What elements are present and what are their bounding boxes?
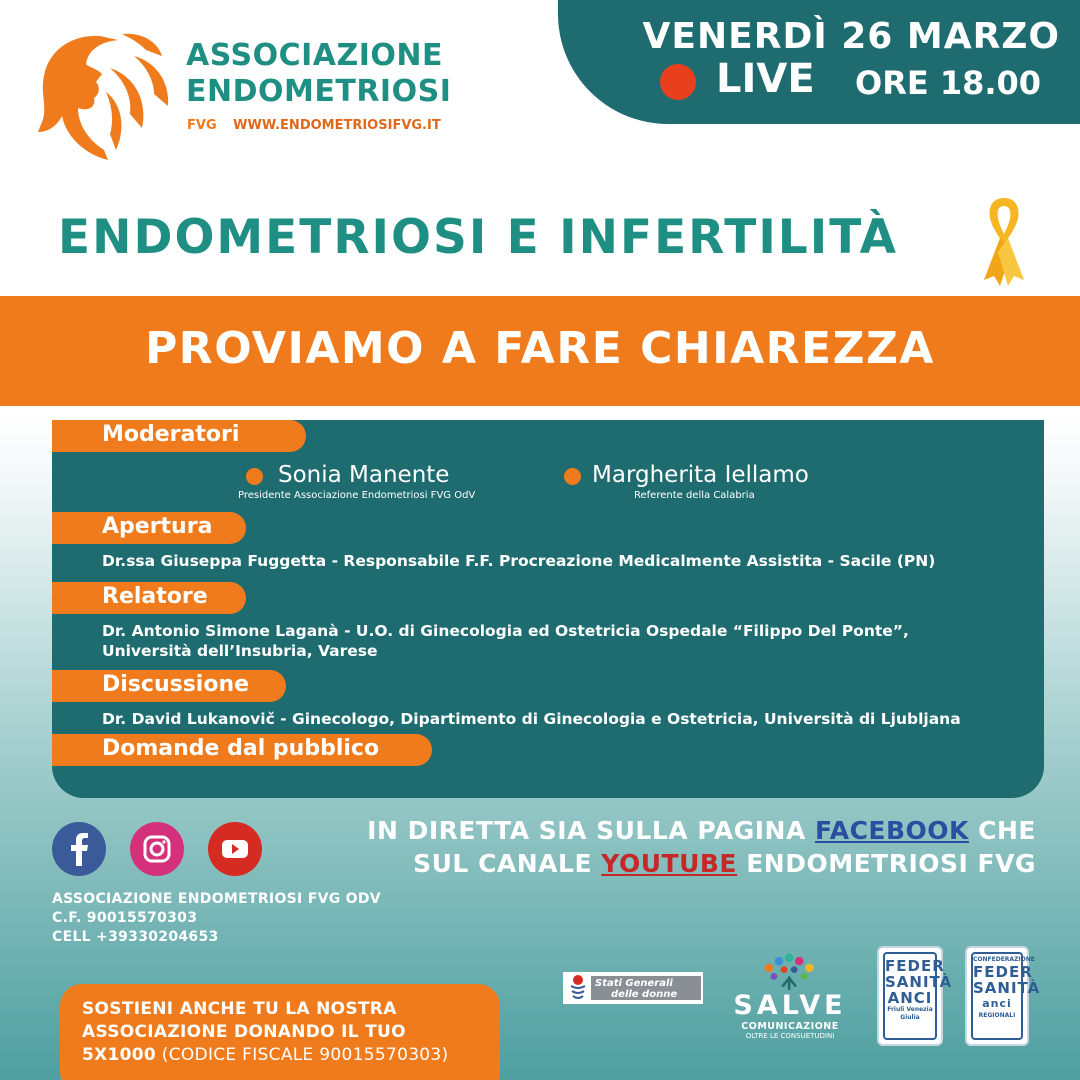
contact-info <box>52 890 381 947</box>
donation-box <box>60 984 500 1080</box>
facebook-link[interactable]: FACEBOOK <box>815 816 969 845</box>
youtube-icon[interactable] <box>208 822 262 876</box>
subtitle-band <box>0 296 1080 406</box>
org-name <box>186 38 451 110</box>
sgd-line2: delle donne <box>611 989 678 1000</box>
contact-cf: C.F. 90015570303 <box>52 910 198 926</box>
section-tab-apertura <box>52 512 246 544</box>
instagram-icon[interactable] <box>130 822 184 876</box>
live-channels-text <box>316 814 1036 880</box>
discussione-speaker: Dr. David Lukanovič - Ginecologo, Dipartimento di Ginecologia e Ostetricia, Università di Ljubljana <box>102 710 961 728</box>
fed2-word: FEDER <box>973 963 1033 981</box>
section-label: Domande dal pubblico <box>102 736 380 761</box>
moderator-role: Presidente Associazione Endometriosi FVG OdV <box>238 490 476 501</box>
donate-line2: ASSOCIAZIONE DONANDO IL TUO <box>82 1022 406 1042</box>
event-time: ORE 18.00 <box>855 64 1042 102</box>
bullet-icon <box>246 468 263 485</box>
donate-line1: SOSTIENI ANCHE TU LA NOSTRA <box>82 999 397 1019</box>
relatore-affiliation: Università dell’Insubria, Varese <box>102 642 378 660</box>
org-subline <box>187 118 441 133</box>
federsanita-anci-logo <box>965 946 1041 1046</box>
youtube-link[interactable]: YOUTUBE <box>601 849 738 878</box>
section-label: Discussione <box>102 672 250 697</box>
salve-tagline: OLTRE LE CONSUETUDINI <box>745 1032 835 1040</box>
federsanita-fvg-logo <box>877 946 953 1046</box>
contact-phone: CELL +39330204653 <box>52 929 219 945</box>
facebook-icon[interactable] <box>52 822 106 876</box>
fed2-sub: REGIONALI <box>978 1012 1016 1019</box>
org-name-line2: ENDOMETRIOSI <box>186 74 452 109</box>
fed2-top: CONFEDERAZIONE <box>973 956 1035 963</box>
stati-generali-logo <box>563 972 703 1004</box>
relatore-speaker: Dr. Antonio Simone Laganà - U.O. di Ginecologia ed Ostetricia Ospedale “Filippo Del Ponte”, <box>102 622 909 640</box>
live-dot-icon <box>660 64 696 100</box>
donate-5x1000: 5X1000 <box>82 1045 157 1065</box>
salve-logo <box>728 990 852 1040</box>
bullet-icon <box>564 468 581 485</box>
section-tab-relatore <box>52 582 246 614</box>
section-tab-moderatori <box>52 420 306 452</box>
section-label: Relatore <box>102 584 208 609</box>
org-website-link[interactable]: WWW.ENDOMETRIOSIFVG.IT <box>233 118 441 133</box>
moderator-name: Margherita Iellamo <box>592 462 809 488</box>
moderator-role: Referente della Calabria <box>634 490 755 501</box>
subtitle: PROVIAMO A FARE CHIAREZZA <box>145 323 935 374</box>
moderator-name: Sonia Manente <box>278 462 450 488</box>
fed1-word: ANCI <box>887 989 933 1007</box>
apertura-speaker: Dr.ssa Giuseppa Fuggetta - Responsabile F.F. Procreazione Medicalmente Assistita - Sacile (PN) <box>102 552 936 570</box>
event-date: VENERDÌ 26 MARZO <box>642 16 1060 57</box>
fed2-word: SANITÀ <box>973 979 1041 997</box>
sgd-line1: Stati Generali <box>595 978 673 989</box>
contact-name: ASSOCIAZIONE ENDOMETRIOSI FVG ODV <box>52 891 381 907</box>
section-tab-discussione <box>52 670 286 702</box>
page-title: ENDOMETRIOSI E INFERTILITÀ <box>58 210 899 265</box>
fed1-sub: Friuli Venezia Giulia <box>887 1006 933 1021</box>
channels-line2-a: SUL CANALE <box>413 849 602 878</box>
section-label: Moderatori <box>102 422 240 447</box>
channels-line1-b: CHE <box>968 816 1036 845</box>
org-region: FVG <box>187 118 217 133</box>
channels-line1-a: IN DIRETTA SIA SULLA PAGINA <box>367 816 816 845</box>
salve-sub: COMUNICAZIONE <box>741 1021 839 1032</box>
section-tab-domande <box>52 734 432 766</box>
live-label: LIVE <box>716 56 815 102</box>
awareness-ribbon-icon <box>978 194 1030 288</box>
channels-line2-b: ENDOMETRIOSI FVG <box>737 849 1036 878</box>
section-label: Apertura <box>102 514 213 539</box>
association-logo <box>30 28 190 168</box>
program-card <box>52 420 1044 798</box>
fed1-word: FEDER <box>885 957 945 975</box>
fed2-word: anci <box>982 997 1012 1010</box>
fed1-word: SANITÀ <box>885 973 953 991</box>
salve-name: SALVE <box>733 990 847 1021</box>
org-name-line1: ASSOCIAZIONE <box>186 38 444 73</box>
donate-fiscal-code: (CODICE FISCALE 90015570303) <box>156 1045 449 1065</box>
